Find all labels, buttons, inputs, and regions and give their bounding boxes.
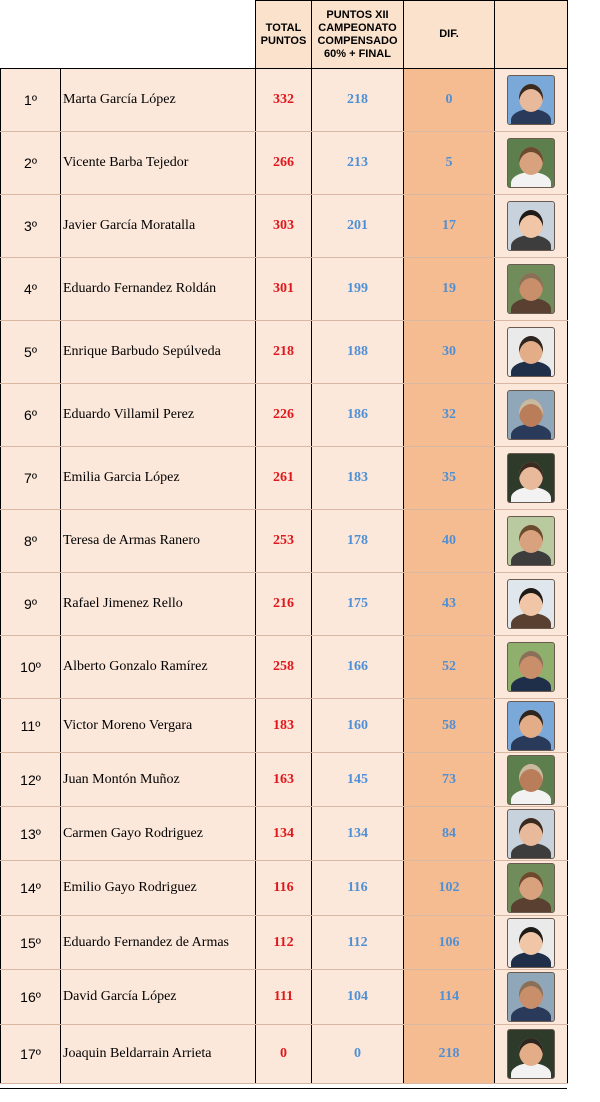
position-cell: 13º <box>1 807 61 861</box>
total-points-cell: 183 <box>256 699 312 753</box>
player-name-cell: Carmen Gayo Rodriguez <box>61 807 256 861</box>
position-cell: 7º <box>1 447 61 510</box>
total-points-cell: 163 <box>256 753 312 807</box>
championship-points-cell: 186 <box>312 384 404 447</box>
person-photo-icon <box>507 918 555 968</box>
difference-cell: 0 <box>404 69 495 132</box>
photo-cell <box>495 970 568 1025</box>
position-cell: 3º <box>1 195 61 258</box>
championship-points-cell: 134 <box>312 807 404 861</box>
player-name-cell: Emilio Gayo Rodriguez <box>61 861 256 916</box>
person-photo-icon <box>507 863 555 913</box>
player-name-cell: Emilia Garcia López <box>61 447 256 510</box>
table-row <box>1 699 568 753</box>
championship-points-cell: 183 <box>312 447 404 510</box>
total-points-cell: 0 <box>256 1025 312 1084</box>
header-blank-name <box>61 1 256 69</box>
position-cell: 10º <box>1 636 61 699</box>
table-row <box>1 258 568 321</box>
header-dif: DIF. <box>404 1 495 69</box>
total-points-cell: 303 <box>256 195 312 258</box>
total-points-cell: 266 <box>256 132 312 195</box>
position-cell: 8º <box>1 510 61 573</box>
championship-points-cell: 201 <box>312 195 404 258</box>
total-points-cell: 116 <box>256 861 312 916</box>
difference-cell: 30 <box>404 321 495 384</box>
photo-cell <box>495 321 568 384</box>
championship-points-cell: 0 <box>312 1025 404 1084</box>
player-name-cell: Victor Moreno Vergara <box>61 699 256 753</box>
photo-cell <box>495 636 568 699</box>
difference-cell: 32 <box>404 384 495 447</box>
championship-points-cell: 188 <box>312 321 404 384</box>
player-name-cell: Eduardo Fernandez de Armas <box>61 916 256 970</box>
position-cell: 16º <box>1 970 61 1025</box>
photo-cell <box>495 807 568 861</box>
position-cell: 1º <box>1 69 61 132</box>
photo-cell <box>495 447 568 510</box>
table-row <box>1 573 568 636</box>
table-bottom-border <box>0 1088 567 1089</box>
person-photo-icon <box>507 390 555 440</box>
total-points-cell: 332 <box>256 69 312 132</box>
total-points-cell: 253 <box>256 510 312 573</box>
position-cell: 17º <box>1 1025 61 1084</box>
difference-cell: 73 <box>404 753 495 807</box>
player-name-cell: Eduardo Fernandez Roldán <box>61 258 256 321</box>
position-cell: 9º <box>1 573 61 636</box>
position-cell: 4º <box>1 258 61 321</box>
total-points-cell: 111 <box>256 970 312 1025</box>
ranking-rows <box>1 69 568 1084</box>
table-row <box>1 384 568 447</box>
difference-cell: 106 <box>404 916 495 970</box>
player-name-cell: Teresa de Armas Ranero <box>61 510 256 573</box>
total-points-cell: 301 <box>256 258 312 321</box>
person-photo-icon <box>507 327 555 377</box>
position-cell: 14º <box>1 861 61 916</box>
position-cell: 6º <box>1 384 61 447</box>
table-row <box>1 861 568 916</box>
difference-cell: 218 <box>404 1025 495 1084</box>
difference-cell: 17 <box>404 195 495 258</box>
person-photo-icon <box>507 201 555 251</box>
person-photo-icon <box>507 642 555 692</box>
photo-cell <box>495 510 568 573</box>
difference-cell: 52 <box>404 636 495 699</box>
table-row <box>1 132 568 195</box>
photo-cell <box>495 699 568 753</box>
player-name-cell: Vicente Barba Tejedor <box>61 132 256 195</box>
championship-points-cell: 218 <box>312 69 404 132</box>
championship-points-cell: 112 <box>312 916 404 970</box>
championship-points-cell: 160 <box>312 699 404 753</box>
header-photo <box>495 1 568 69</box>
championship-points-cell: 175 <box>312 573 404 636</box>
person-photo-icon <box>507 755 555 805</box>
photo-cell <box>495 69 568 132</box>
championship-points-cell: 199 <box>312 258 404 321</box>
difference-cell: 114 <box>404 970 495 1025</box>
player-name-cell: Marta García López <box>61 69 256 132</box>
difference-cell: 58 <box>404 699 495 753</box>
photo-cell <box>495 753 568 807</box>
total-points-cell: 112 <box>256 916 312 970</box>
person-photo-icon <box>507 809 555 859</box>
total-points-cell: 218 <box>256 321 312 384</box>
player-name-cell: Alberto Gonzalo Ramírez <box>61 636 256 699</box>
championship-points-cell: 104 <box>312 970 404 1025</box>
championship-points-cell: 213 <box>312 132 404 195</box>
header-row <box>1 1 568 69</box>
position-cell: 12º <box>1 753 61 807</box>
table-row <box>1 807 568 861</box>
total-points-cell: 134 <box>256 807 312 861</box>
player-name-cell: Eduardo Villamil Perez <box>61 384 256 447</box>
person-photo-icon <box>507 264 555 314</box>
photo-cell <box>495 573 568 636</box>
person-photo-icon <box>507 1029 555 1079</box>
championship-points-cell: 166 <box>312 636 404 699</box>
total-points-cell: 216 <box>256 573 312 636</box>
total-points-cell: 226 <box>256 384 312 447</box>
player-name-cell: David García López <box>61 970 256 1025</box>
photo-cell <box>495 861 568 916</box>
header-campeonato: PUNTOS XII CAMPEONATO COMPENSADO 60% + FINAL <box>312 1 404 69</box>
championship-points-cell: 178 <box>312 510 404 573</box>
person-photo-icon <box>507 516 555 566</box>
table-row <box>1 1025 568 1084</box>
table-row <box>1 970 568 1025</box>
photo-cell <box>495 384 568 447</box>
difference-cell: 19 <box>404 258 495 321</box>
person-photo-icon <box>507 972 555 1022</box>
championship-points-cell: 116 <box>312 861 404 916</box>
player-name-cell: Javier García Moratalla <box>61 195 256 258</box>
position-cell: 5º <box>1 321 61 384</box>
difference-cell: 40 <box>404 510 495 573</box>
person-photo-icon <box>507 138 555 188</box>
header-blank-pos <box>1 1 61 69</box>
position-cell: 11º <box>1 699 61 753</box>
header-total: TOTAL PUNTOS <box>256 1 312 69</box>
total-points-cell: 261 <box>256 447 312 510</box>
difference-cell: 43 <box>404 573 495 636</box>
table-row <box>1 69 568 132</box>
person-photo-icon <box>507 75 555 125</box>
person-photo-icon <box>507 579 555 629</box>
table-row <box>1 195 568 258</box>
table-row <box>1 321 568 384</box>
difference-cell: 84 <box>404 807 495 861</box>
total-points-cell: 258 <box>256 636 312 699</box>
photo-cell <box>495 1025 568 1084</box>
difference-cell: 5 <box>404 132 495 195</box>
table-row <box>1 753 568 807</box>
photo-cell <box>495 195 568 258</box>
player-name-cell: Enrique Barbudo Sepúlveda <box>61 321 256 384</box>
player-name-cell: Joaquin Beldarrain Arrieta <box>61 1025 256 1084</box>
position-cell: 15º <box>1 916 61 970</box>
player-name-cell: Juan Montón Muñoz <box>61 753 256 807</box>
person-photo-icon <box>507 701 555 751</box>
table-row <box>1 916 568 970</box>
person-photo-icon <box>507 453 555 503</box>
photo-cell <box>495 132 568 195</box>
player-name-cell: Rafael Jimenez Rello <box>61 573 256 636</box>
photo-cell <box>495 258 568 321</box>
position-cell: 2º <box>1 132 61 195</box>
photo-cell <box>495 916 568 970</box>
difference-cell: 102 <box>404 861 495 916</box>
table-row <box>1 510 568 573</box>
difference-cell: 35 <box>404 447 495 510</box>
table-row <box>1 447 568 510</box>
table-row <box>1 636 568 699</box>
championship-points-cell: 145 <box>312 753 404 807</box>
